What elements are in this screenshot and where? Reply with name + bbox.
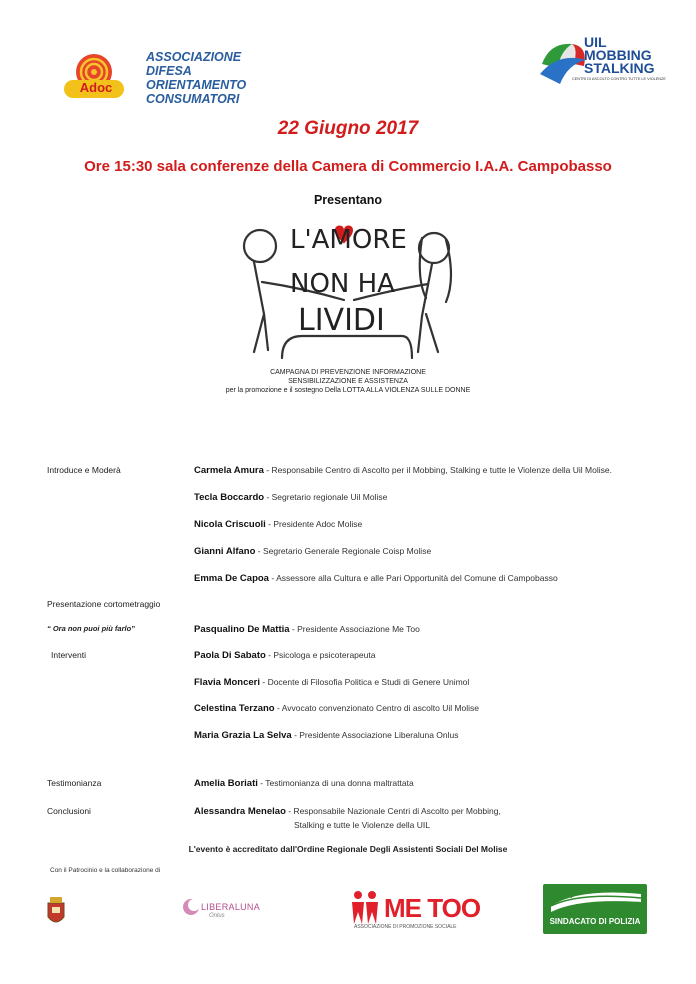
adoc-line: DIFESA <box>146 64 192 78</box>
program-row <box>0 492 696 506</box>
coisp-logo <box>543 884 647 934</box>
speaker-entry: Amelia Boriati - Testimonianza di una donna maltrattata <box>194 778 414 789</box>
uil-line: UIL <box>584 34 607 50</box>
speaker-role-continued: Stalking e tutte le Violenze della UIL <box>294 820 430 830</box>
adoc-line: ASSOCIAZIONE <box>146 50 242 64</box>
speaker-name: Paola Di Sabato <box>194 650 266 661</box>
speaker-name: Alessandra Menelao <box>194 806 286 817</box>
speaker-entry: Gianni Alfano - Segretario Generale Regionale Coisp Molise <box>194 546 432 557</box>
program-label: Presentazione cortometraggio <box>47 599 161 609</box>
accreditation-note: L'evento è accreditato dall'Ordine Regionale Degli Assistenti Sociali Del Molise <box>188 844 508 854</box>
speaker-entry: Pasqualino De Mattia - Presidente Associazione Me Too <box>194 624 420 635</box>
program-row <box>0 519 696 533</box>
speaker-entry: Emma De Capoa - Assessore alla Cultura e alle Pari Opportunità del Comune di Campobasso <box>194 573 558 584</box>
speaker-name: Emma De Capoa <box>194 573 269 584</box>
liberaluna-moon-icon <box>182 898 200 916</box>
adoc-name <box>146 50 246 106</box>
speaker-role: Segretario Generale Regionale Coisp Molise <box>262 546 432 556</box>
coisp-sub: SINDACATO DI POLIZIA <box>549 917 641 926</box>
campobasso-coat-of-arms-icon <box>44 895 68 929</box>
program-row <box>0 573 696 587</box>
metoo-figures-icon <box>348 890 388 924</box>
speaker-name: Tecla Boccardo <box>194 492 265 503</box>
film-title: “ Ora non puoi più farlo” <box>47 624 135 633</box>
speaker-entry: Alessandra Menelao - Responsabile Nazionale Centri di Ascolto per Mobbing, <box>194 806 501 817</box>
speaker-name: Amelia Boriati <box>194 778 258 789</box>
program-row <box>0 820 696 834</box>
program-label: Interventi <box>51 650 86 660</box>
campaign-line: CAMPAGNA DI PREVENZIONE INFORMAZIONE <box>270 369 426 376</box>
program-label: Conclusioni <box>47 806 91 816</box>
program-row <box>0 465 696 479</box>
speaker-entry: Flavia Monceri - Docente di Filosofia Politica e Studi di Genere Unimol <box>194 677 470 688</box>
speaker-role: Segretario regionale Uil Molise <box>271 492 388 502</box>
speaker-role: Psicologa e psicoterapeuta <box>273 650 376 660</box>
speaker-role: Responsabile Centro di Ascolto per il Mobbing, Stalking e tutte le Violenze della Uil Molise. <box>271 465 612 475</box>
speaker-role: Testimonianza di una donna maltrattata <box>265 778 414 788</box>
speaker-entry: Maria Grazia La Selva - Presidente Associazione Liberaluna Onlus <box>194 730 459 741</box>
speaker-role: Presidente Associazione Liberaluna Onlus <box>299 730 459 740</box>
metoo-sub: ASSOCIAZIONE DI PROMOZIONE SOCIALE <box>354 924 457 930</box>
logo-word-1: L'AMORE <box>290 225 407 255</box>
program-row <box>0 546 696 560</box>
adoc-badge: Adoc <box>79 80 113 95</box>
program-label: Introduce e Moderà <box>47 465 121 475</box>
lamore-non-ha-lividi-logo <box>232 218 464 366</box>
speaker-entry: Paola Di Sabato - Psicologa e psicoterapeuta <box>194 650 376 661</box>
speaker-name: Flavia Monceri <box>194 677 260 688</box>
uil-line: STALKING <box>584 60 655 76</box>
program-row <box>0 730 696 744</box>
patronage-note: Con il Patrocinio e la collaborazione di <box>50 867 161 874</box>
speaker-role: Assessore alla Cultura e alle Pari Opportunità del Comune di Campobasso <box>276 573 558 583</box>
speaker-name: Gianni Alfano <box>194 546 256 557</box>
speaker-entry: Tecla Boccardo - Segretario regionale Uil Molise <box>194 492 388 503</box>
speaker-role: Presidente Associazione Me Too <box>297 624 420 634</box>
speaker-entry: Carmela Amura - Responsabile Centro di Ascolto per il Mobbing, Stalking e tutte le Violenze della Uil Molise. <box>194 465 612 476</box>
program-row <box>0 806 696 820</box>
metoo-name: ME TOO <box>384 893 481 923</box>
uil-tagline: CENTRI DI ASCOLTO CONTRO TUTTE LE VIOLENZE <box>572 77 666 81</box>
program-row <box>0 677 696 691</box>
program-row <box>0 624 696 638</box>
coisp-name: COISP <box>551 891 576 900</box>
event-place: Ore 15:30 sala conferenze della Camera di Commercio I.A.A. Campobasso <box>84 158 612 175</box>
speaker-name: Carmela Amura <box>194 465 264 476</box>
speaker-name: Celestina Terzano <box>194 703 275 714</box>
presentano-heading: Presentano <box>313 193 383 207</box>
program-row <box>0 650 696 664</box>
speaker-role: Presidente Adoc Molise <box>273 519 363 529</box>
speaker-entry: Celestina Terzano - Avvocato convenzionato Centro di ascolto Uil Molise <box>194 703 480 714</box>
speaker-role: Responsabile Nazionale Centri di Ascolto per Mobbing, <box>293 806 501 816</box>
speaker-name: Pasqualino De Mattia <box>194 624 290 635</box>
speaker-name: Nicola Criscuoli <box>194 519 266 530</box>
adoc-line: ORIENTAMENTO <box>146 78 247 92</box>
adoc-line: CONSUMATORI <box>146 92 240 106</box>
speaker-name: Maria Grazia La Selva <box>194 730 292 741</box>
program-row <box>0 778 696 792</box>
campaign-line: SENSIBILIZZAZIONE E ASSISTENZA <box>288 378 408 385</box>
campaign-description <box>0 368 696 395</box>
program-label: Testimonianza <box>47 778 102 788</box>
logo-word-2: NON HA <box>290 269 395 299</box>
campaign-line: per la promozione e il sostegno Della LOTTA ALLA VIOLENZA SULLE DONNE <box>225 387 471 394</box>
speaker-entry: Nicola Criscuoli - Presidente Adoc Molise <box>194 519 363 530</box>
uil-title <box>584 36 655 75</box>
program-row <box>0 703 696 717</box>
logo-word-3: LIVIDI <box>298 303 385 338</box>
liberaluna-sub: Onlus <box>209 913 225 919</box>
program-row <box>0 599 696 613</box>
uil-line: MOBBING <box>584 47 652 63</box>
speaker-role: Docente di Filosofia Politica e Studi di Genere Unimol <box>267 677 470 687</box>
liberaluna-name: LIBERALUNA <box>201 902 261 912</box>
speaker-role: Avvocato convenzionato Centro di ascolto Uil Molise <box>281 703 480 713</box>
event-date: 22 Giugno 2017 <box>277 118 419 139</box>
